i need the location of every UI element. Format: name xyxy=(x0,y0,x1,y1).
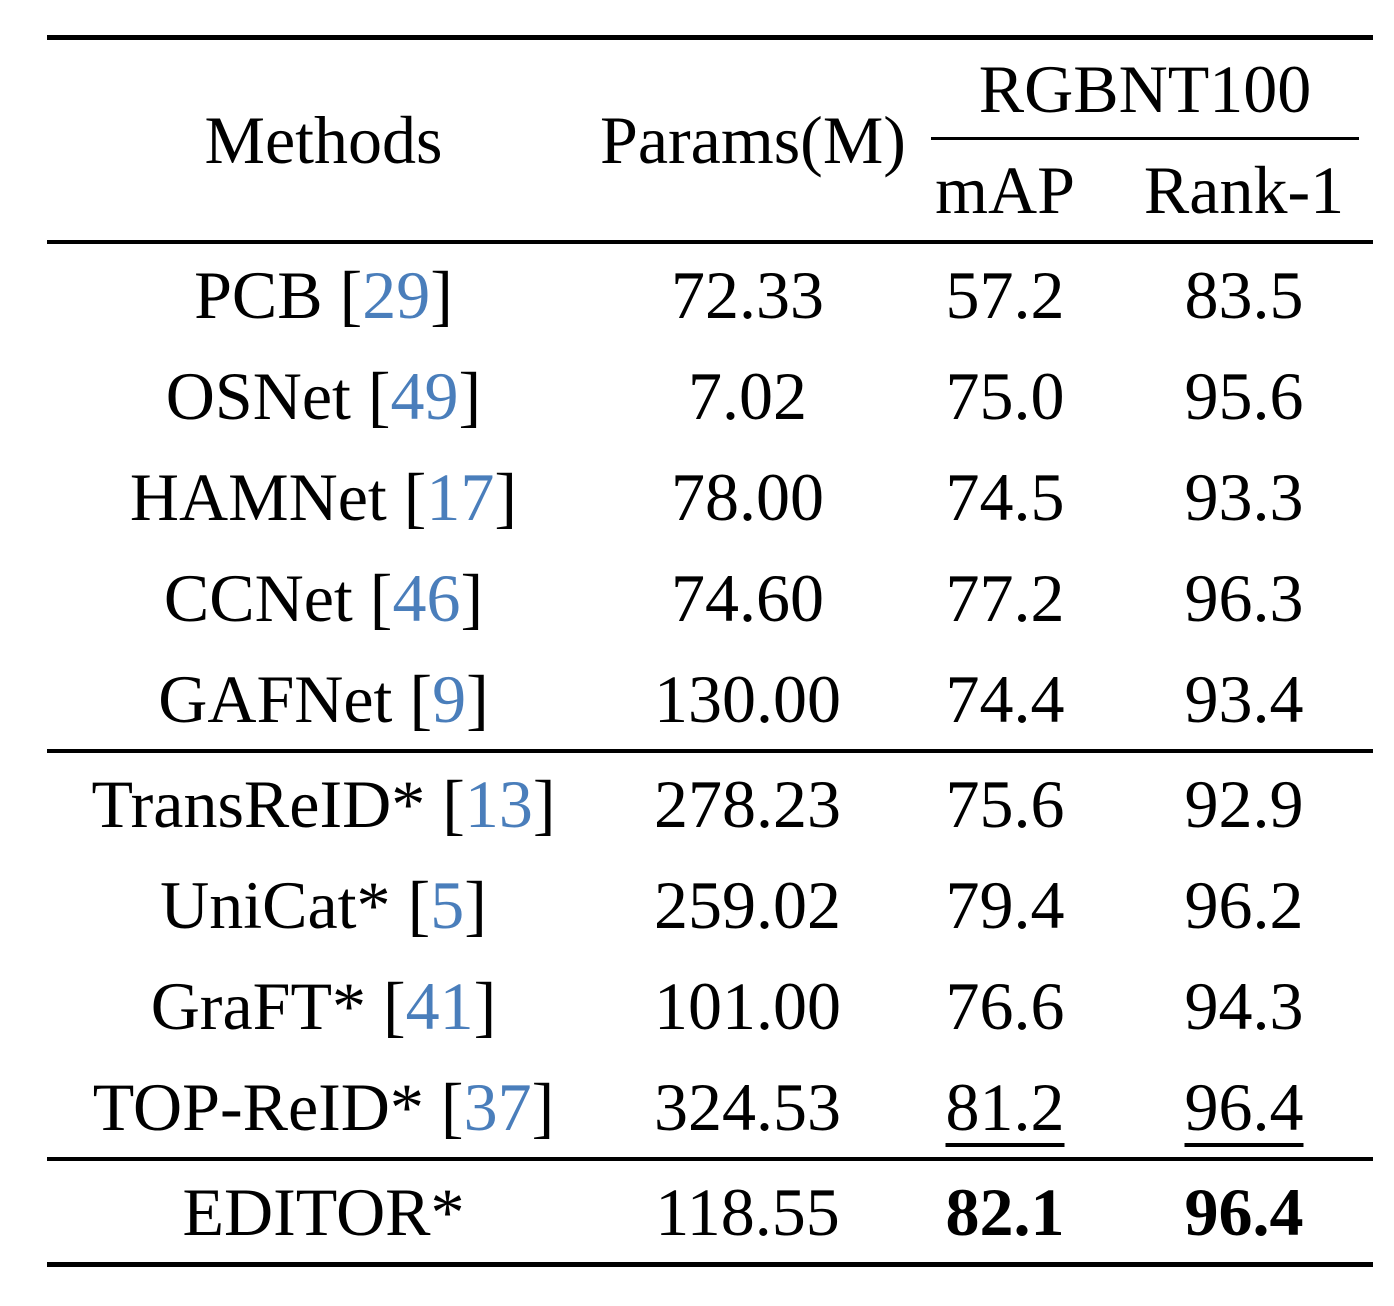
citation-bracket-open: [ xyxy=(423,1068,464,1145)
rank1-cell xyxy=(1115,345,1373,446)
rank1-cell xyxy=(1115,1159,1373,1265)
method-cell xyxy=(47,751,600,854)
table-row xyxy=(47,1159,1373,1265)
citation-link[interactable]: 9 xyxy=(432,660,467,737)
map-value: 82.1 xyxy=(945,1173,1065,1250)
method-name: GAFNet xyxy=(158,660,393,737)
rank1-value: 96.4 xyxy=(1184,1068,1304,1145)
citation-link[interactable]: 37 xyxy=(463,1068,532,1145)
params-value: 130.00 xyxy=(654,660,841,737)
citation-bracket-close: ] xyxy=(430,256,453,333)
rank1-value: 96.4 xyxy=(1184,1173,1304,1250)
table-row xyxy=(47,955,1373,1056)
params-cell xyxy=(600,1159,895,1265)
table-row xyxy=(47,1056,1373,1159)
map-cell xyxy=(895,854,1115,955)
method-name: UniCat* xyxy=(160,866,391,943)
results-table xyxy=(47,35,1373,1267)
params-value: 118.55 xyxy=(655,1173,840,1250)
rank1-cell xyxy=(1115,648,1373,751)
map-cell xyxy=(895,1159,1115,1265)
params-value: 72.33 xyxy=(671,256,824,333)
params-cell xyxy=(600,242,895,345)
col-header-rank1: Rank-1 xyxy=(1143,152,1345,228)
citation-link[interactable]: 29 xyxy=(362,256,431,333)
rank1-cell xyxy=(1115,242,1373,345)
method-cell xyxy=(47,446,600,547)
rank1-value: 95.6 xyxy=(1184,357,1304,434)
cmidrule xyxy=(931,40,1359,140)
map-value: 75.6 xyxy=(945,765,1065,842)
method-name: PCB xyxy=(194,256,323,333)
params-value: 259.02 xyxy=(654,866,841,943)
rank1-value: 96.3 xyxy=(1184,559,1304,636)
citation-bracket-open: [ xyxy=(386,458,427,535)
table-row xyxy=(47,751,1373,854)
rank1-cell xyxy=(1115,955,1373,1056)
citation-bracket-open: [ xyxy=(350,357,391,434)
group-ours xyxy=(47,1159,1373,1265)
table-header xyxy=(47,38,1373,243)
citation-bracket-open: [ xyxy=(322,256,363,333)
citation-link[interactable]: 13 xyxy=(464,765,533,842)
map-value: 79.4 xyxy=(945,866,1065,943)
method-name: CCNet xyxy=(163,559,353,636)
map-cell xyxy=(895,955,1115,1056)
method-name: OSNet xyxy=(165,357,351,434)
params-cell xyxy=(600,751,895,854)
citation-bracket-open: [ xyxy=(365,967,406,1044)
method-name: EDITOR* xyxy=(182,1173,465,1250)
params-value: 278.23 xyxy=(654,765,841,842)
map-cell xyxy=(895,345,1115,446)
table-row xyxy=(47,854,1373,955)
params-value: 101.00 xyxy=(654,967,841,1044)
params-cell xyxy=(600,547,895,648)
map-cell xyxy=(895,547,1115,648)
citation-bracket-open: [ xyxy=(392,660,433,737)
method-cell xyxy=(47,345,600,446)
map-value: 74.5 xyxy=(945,458,1065,535)
map-value: 77.2 xyxy=(945,559,1065,636)
method-cell xyxy=(47,1159,600,1265)
params-cell xyxy=(600,648,895,751)
header-row-top xyxy=(47,38,1373,141)
citation-link[interactable]: 49 xyxy=(390,357,459,434)
map-cell xyxy=(895,242,1115,345)
method-cell xyxy=(47,955,600,1056)
params-cell xyxy=(600,345,895,446)
method-name: TransReID* xyxy=(91,765,426,842)
rank1-cell xyxy=(1115,854,1373,955)
params-value: 7.02 xyxy=(688,357,807,434)
map-value: 81.2 xyxy=(945,1068,1065,1145)
rank1-value: 94.3 xyxy=(1184,967,1304,1044)
method-name: GraFT* xyxy=(150,967,366,1044)
params-value: 324.53 xyxy=(654,1068,841,1145)
map-value: 75.0 xyxy=(945,357,1065,434)
rank1-cell xyxy=(1115,751,1373,854)
citation-link[interactable]: 41 xyxy=(405,967,474,1044)
method-cell xyxy=(47,242,600,345)
citation-bracket-close: ] xyxy=(464,866,487,943)
citation-bracket-open: [ xyxy=(390,866,431,943)
rank1-value: 96.2 xyxy=(1184,866,1304,943)
citation-bracket-close: ] xyxy=(460,559,484,636)
map-value: 76.6 xyxy=(945,967,1065,1044)
rank1-value: 83.5 xyxy=(1184,256,1304,333)
col-header-methods: Methods xyxy=(204,102,443,178)
params-cell xyxy=(600,955,895,1056)
map-value: 57.2 xyxy=(945,256,1065,333)
rank1-cell xyxy=(1115,446,1373,547)
method-cell xyxy=(47,854,600,955)
rank1-cell xyxy=(1115,1056,1373,1159)
citation-bracket-open: [ xyxy=(425,765,465,842)
params-cell xyxy=(600,446,895,547)
method-name: HAMNet xyxy=(129,458,387,535)
col-header-params: Params(M) xyxy=(600,102,906,178)
method-name: TOP-ReID* xyxy=(92,1068,424,1145)
citation-bracket-close: ] xyxy=(494,458,518,535)
map-cell xyxy=(895,648,1115,751)
params-value: 78.00 xyxy=(671,458,824,535)
citation-bracket-close: ] xyxy=(466,660,489,737)
citation-bracket-close: ] xyxy=(458,357,482,434)
params-cell xyxy=(600,854,895,955)
group-cnn-methods xyxy=(47,242,1373,751)
citation-bracket-open: [ xyxy=(352,559,393,636)
dataset-label: RGBNT100 xyxy=(978,50,1312,127)
citation-link[interactable]: 46 xyxy=(392,559,461,636)
table-row xyxy=(47,648,1373,751)
map-cell xyxy=(895,751,1115,854)
citation-bracket-close: ] xyxy=(473,967,497,1044)
table-row xyxy=(47,242,1373,345)
method-cell xyxy=(47,1056,600,1159)
table-row xyxy=(47,345,1373,446)
citation-bracket-close: ] xyxy=(531,1068,555,1145)
table-row xyxy=(47,446,1373,547)
rank1-cell xyxy=(1115,547,1373,648)
map-cell xyxy=(895,446,1115,547)
col-group-rgbnt100 xyxy=(895,38,1373,141)
group-transformer-methods xyxy=(47,751,1373,1159)
params-cell xyxy=(600,1056,895,1159)
citation-bracket-close: ] xyxy=(532,765,556,842)
method-cell xyxy=(47,648,600,751)
citation-link[interactable]: 17 xyxy=(426,458,495,535)
table-row xyxy=(47,547,1373,648)
rank1-value: 93.3 xyxy=(1184,458,1304,535)
map-value: 74.4 xyxy=(945,660,1065,737)
map-cell xyxy=(895,1056,1115,1159)
rank1-value: 93.4 xyxy=(1184,660,1304,737)
method-cell xyxy=(47,547,600,648)
params-value: 74.60 xyxy=(671,559,824,636)
rank1-value: 92.9 xyxy=(1184,765,1304,842)
citation-link[interactable]: 5 xyxy=(430,866,465,943)
col-header-map: mAP xyxy=(935,152,1075,228)
